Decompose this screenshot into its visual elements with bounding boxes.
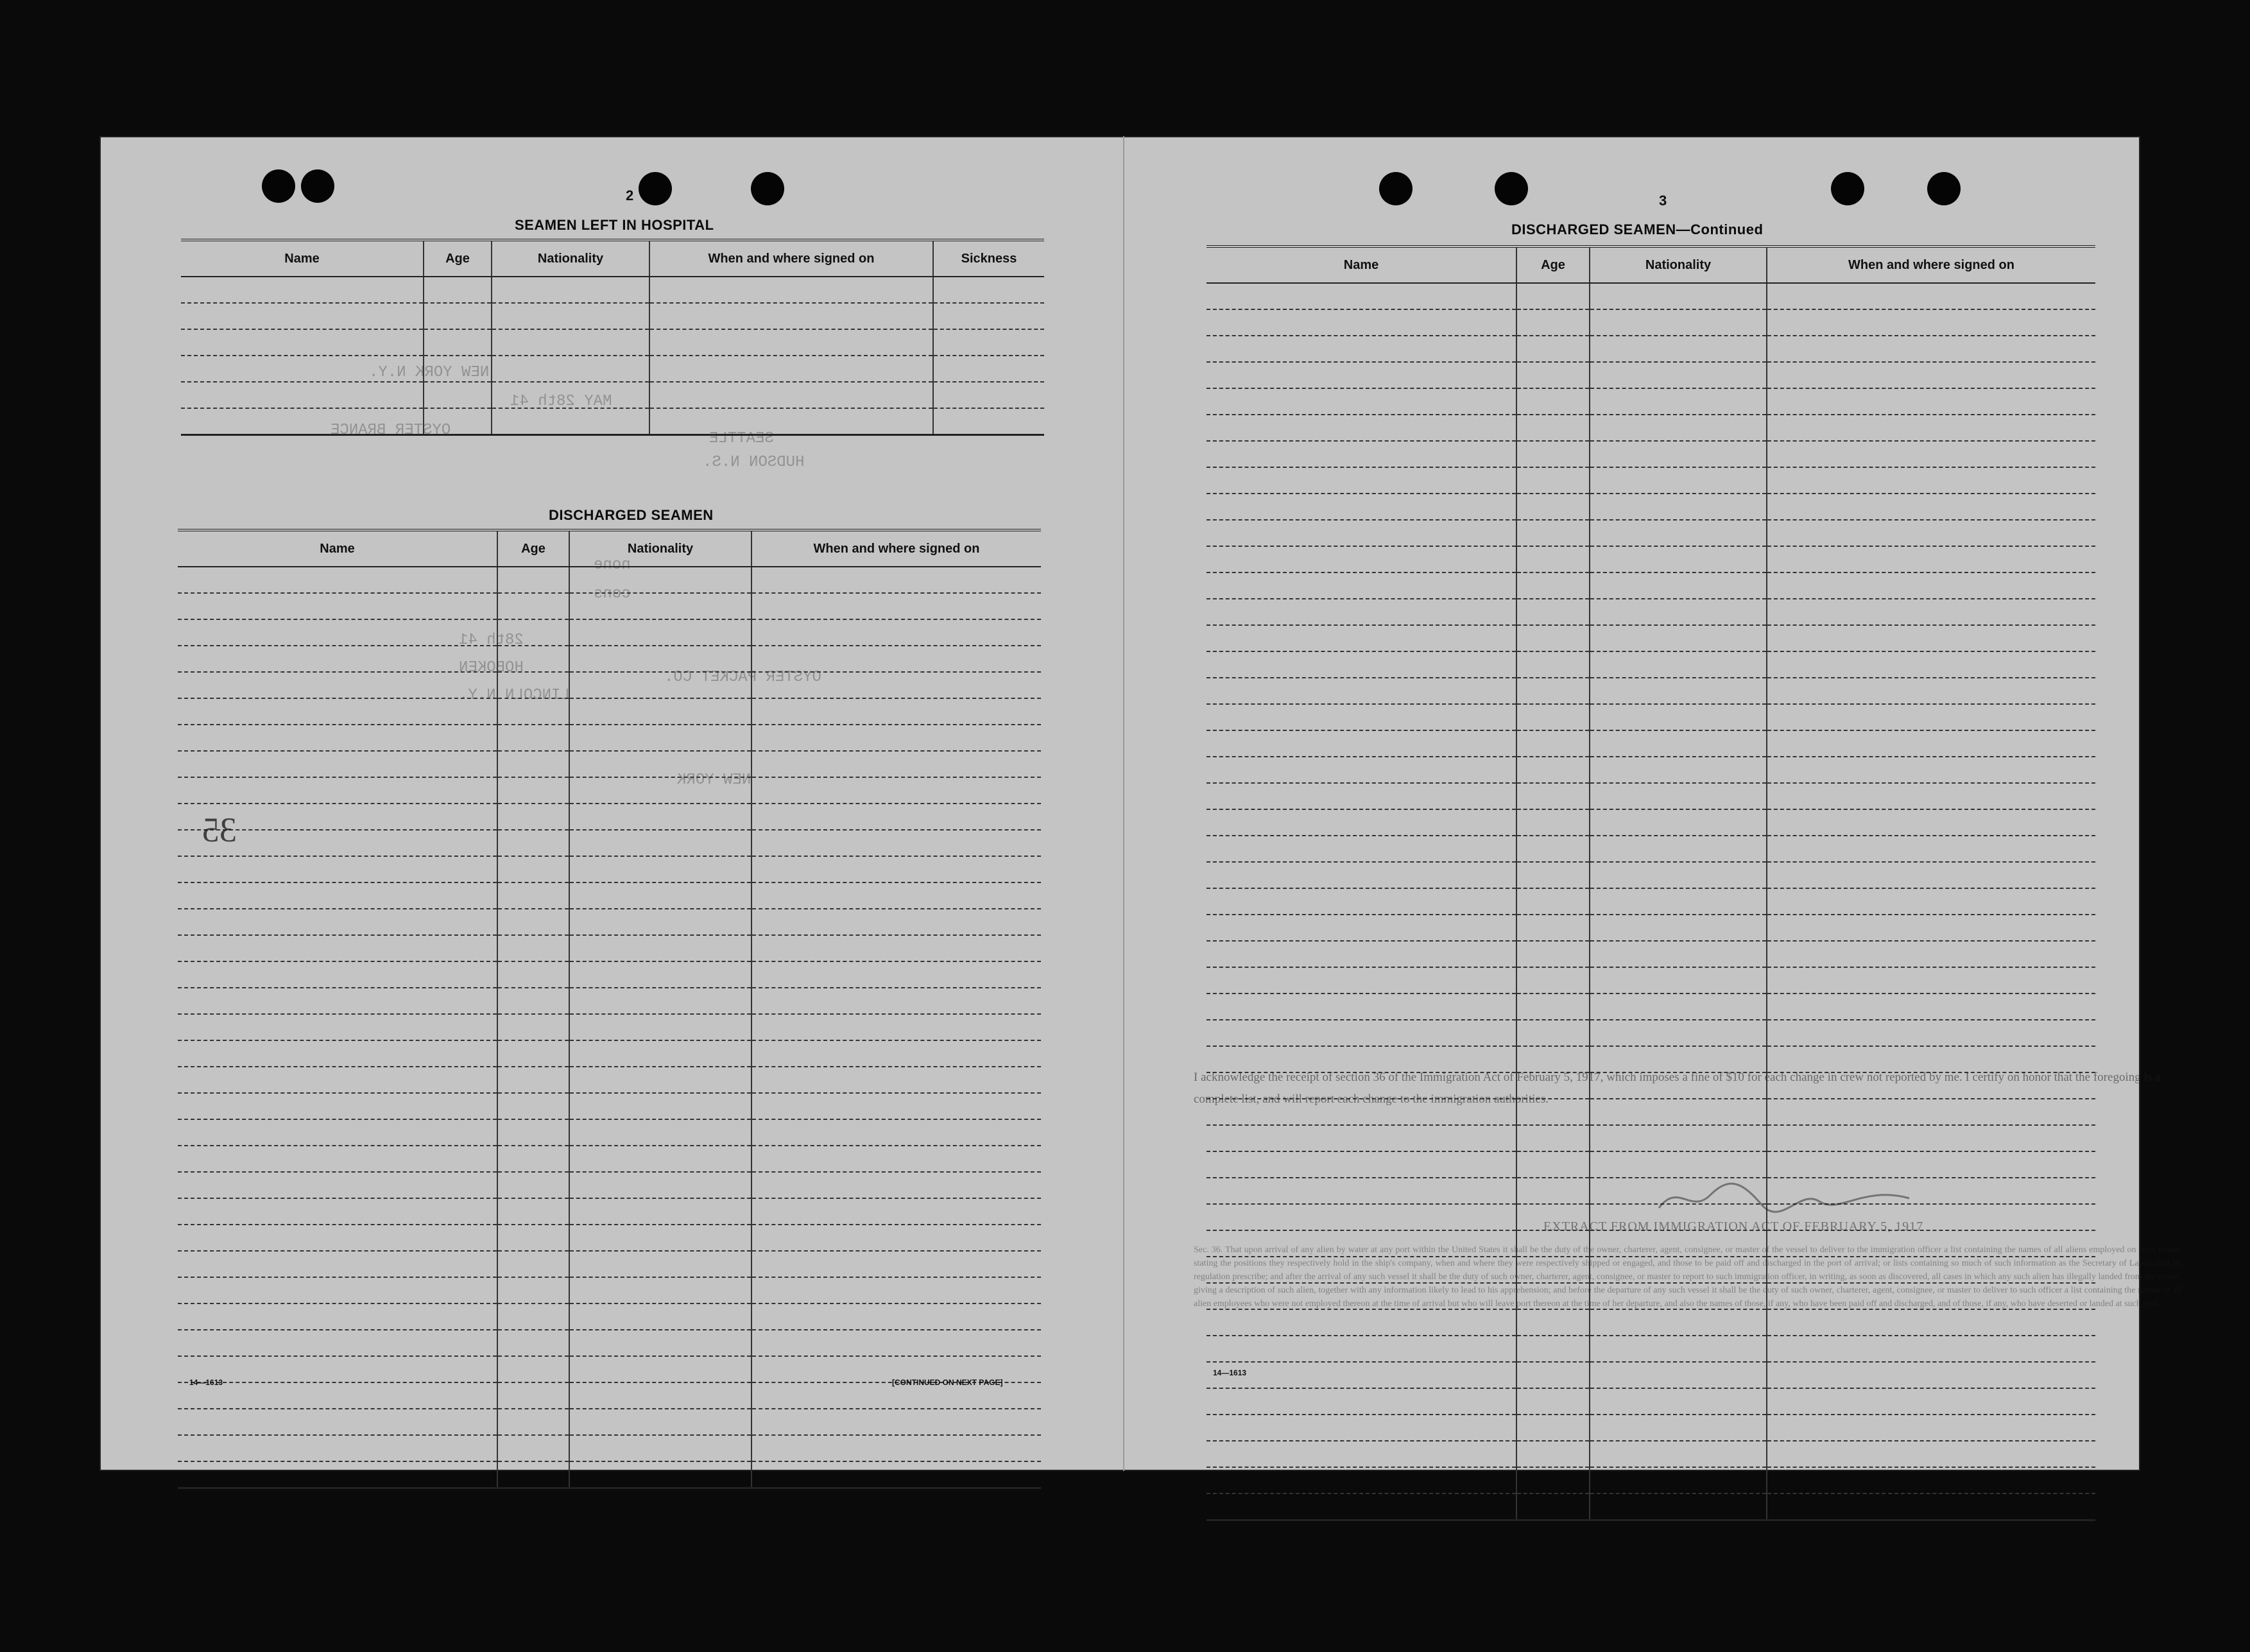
col-name: Name: [1207, 246, 1516, 283]
table-row: [1207, 520, 2095, 546]
section-title-discharged-continued: DISCHARGED SEAMEN—Continued: [1511, 221, 1764, 237]
table-row: [178, 1409, 1041, 1435]
table-row: [1207, 757, 2095, 783]
col-nationality: Nationality: [1590, 246, 1767, 283]
table-row: [178, 1304, 1041, 1330]
table-row: [1207, 915, 2095, 941]
bleed-through-text: none: [594, 556, 631, 574]
table-row: [178, 1040, 1041, 1067]
col-signed-on: When and where signed on: [649, 240, 933, 277]
table-row: [1207, 283, 2095, 309]
table-row: [178, 593, 1041, 619]
table-row: [1207, 1493, 2095, 1520]
table-row: [178, 567, 1041, 593]
table-row: [1207, 546, 2095, 572]
signature-mark: [1653, 1176, 1922, 1221]
hospital-table: [181, 239, 1044, 436]
table-row: [181, 277, 1044, 303]
col-nationality: Nationality: [492, 240, 649, 277]
table-row: [1207, 1125, 2095, 1151]
table-row: [1207, 704, 2095, 730]
discharged-continued-table: [1207, 245, 2095, 1521]
page-fold: [1123, 136, 1124, 1471]
table-row: [1207, 862, 2095, 888]
bleed-through-text: OYSTER BRANCE: [331, 422, 451, 439]
table-row: [1207, 1467, 2095, 1493]
table-row: [181, 329, 1044, 356]
col-signed-on: When and where signed on: [1767, 246, 2095, 283]
form-number-left: 14—1613: [189, 1378, 223, 1387]
table-row: [1207, 1178, 2095, 1204]
table-row: [1207, 441, 2095, 467]
table-row: [178, 1119, 1041, 1146]
table-row: [178, 1225, 1041, 1251]
table-row: [178, 1014, 1041, 1040]
page-number-right: 3: [1659, 193, 1667, 209]
document-sheet: [99, 136, 2182, 1471]
table-row: [178, 1172, 1041, 1198]
punch-hole: [751, 172, 784, 205]
punch-hole: [301, 169, 334, 203]
table-row: [1207, 467, 2095, 494]
table-row: [181, 303, 1044, 329]
table-row: [1207, 809, 2095, 836]
table-row: [1207, 388, 2095, 415]
bleed-through-text: cons: [594, 585, 631, 603]
bleed-through-text: NEW YORK N.Y.: [369, 364, 490, 381]
table-row: [1207, 967, 2095, 994]
table-row: [1207, 1309, 2095, 1336]
handwritten-mark: 35: [202, 811, 237, 849]
table-row: [1207, 1151, 2095, 1178]
bleed-through-text: 28th 41: [459, 632, 524, 649]
bleed-through-text: HOBOKEN: [459, 659, 524, 676]
table-row: [178, 672, 1041, 698]
table-row: [1207, 888, 2095, 915]
punch-hole: [1831, 172, 1864, 205]
table-row: [178, 777, 1041, 804]
section-title-hospital: SEAMEN LEFT IN HOSPITAL: [515, 217, 714, 233]
punch-hole: [1379, 172, 1413, 205]
bleed-through-text: MAY 28th 41: [510, 393, 612, 410]
punch-hole: [1927, 172, 1961, 205]
table-row: [1207, 678, 2095, 704]
table-row: [1207, 309, 2095, 336]
table-row: [178, 909, 1041, 935]
punch-hole: [262, 169, 295, 203]
table-row: [1207, 994, 2095, 1020]
table-row: [1207, 1362, 2095, 1388]
table-row: [1207, 651, 2095, 678]
bleed-through-extract-title: EXTRACT FROM IMMIGRATION ACT OF FEBRUARY 5, 1917: [1543, 1219, 1924, 1234]
col-name: Name: [178, 530, 497, 567]
table-row: [1207, 941, 2095, 967]
punch-hole: [1495, 172, 1528, 205]
col-nationality: Nationality: [569, 530, 751, 567]
signature: [1653, 1176, 1922, 1221]
bleed-through-notice: I acknowledge the receipt of section 36 of the Immigration Act of February 5, 1917, which imposes a fine of $10 for each change in crew not reported by me. I certify on honor that the foregoing is a complete list, and will report each change to the immigration authorities.: [1194, 1071, 2161, 1106]
table-row: [178, 1093, 1041, 1119]
col-age: Age: [424, 240, 492, 277]
table-row: [1207, 625, 2095, 651]
table-row: [178, 988, 1041, 1014]
table-row: [1207, 836, 2095, 862]
bleed-through-text: OYSTER PACKET CO.: [664, 669, 821, 686]
table-row: [178, 935, 1041, 961]
table-row: [178, 1251, 1041, 1277]
table-row: [178, 830, 1041, 856]
col-age: Age: [497, 530, 569, 567]
table-row: [1207, 362, 2095, 388]
continued-notice: [CONTINUED ON NEXT PAGE]: [892, 1378, 1003, 1387]
table-row: [178, 1198, 1041, 1225]
table-row: [178, 1330, 1041, 1356]
table-row: [1207, 599, 2095, 625]
form-number-right: 14—1613: [1213, 1368, 1247, 1377]
table-row: [178, 751, 1041, 777]
table-row: [1207, 1441, 2095, 1467]
table-row: [1207, 494, 2095, 520]
col-name: Name: [181, 240, 424, 277]
table-row: [1207, 572, 2095, 599]
table-row: [1207, 730, 2095, 757]
table-row: [1207, 1336, 2095, 1362]
table-row: [181, 408, 1044, 435]
col-age: Age: [1516, 246, 1590, 283]
table-row: [178, 1461, 1041, 1488]
table-row: [181, 382, 1044, 408]
table-row: [178, 646, 1041, 672]
table-row: [178, 698, 1041, 725]
table-row: [1207, 783, 2095, 809]
table-row: [181, 356, 1044, 382]
section-title-discharged: DISCHARGED SEAMEN: [549, 507, 714, 523]
table-row: [178, 961, 1041, 988]
discharged-table: [178, 529, 1041, 1489]
table-row: [178, 1146, 1041, 1172]
bleed-through-text: HUDSON N.S.: [703, 454, 805, 471]
table-row: [178, 1277, 1041, 1304]
page-number-left: 2: [626, 187, 634, 203]
bleed-through-text: SEATTLE: [709, 430, 774, 447]
col-signed-on: When and where signed on: [751, 530, 1041, 567]
table-row: [1207, 336, 2095, 362]
table-row: [178, 1067, 1041, 1093]
table-row: [1207, 1020, 2095, 1046]
table-row: [1207, 1415, 2095, 1441]
table-row: [178, 1435, 1041, 1461]
bleed-through-text: LINCOLN N.Y.: [459, 687, 570, 704]
table-row: [1207, 1388, 2095, 1415]
table-row: [178, 882, 1041, 909]
bleed-through-text: NEW YORK: [677, 771, 751, 789]
table-row: [178, 804, 1041, 830]
col-sickness: Sickness: [933, 240, 1044, 277]
table-row: [178, 725, 1041, 751]
bleed-through-extract-body: Sec. 36. That upon arrival of any alien by water at any port within the United States it shall be the duty of the owner, charterer, agent, consignee, or master of the vessel to deliver to the immigration officer a list containing the names of all aliens employed on such vessel, stating the positions they respectively hold in the ship's company, when and where they were respectively shipped or engaged, and those to be paid off and discharged in the port of arrival; or lists containing so much of such information as the Secretary of Labor shall by regulation prescribe; and after the arrival of any such vessel it shall be the duty of such owner, charterer, agent, consignee, or master to report to such immigration officer, in writing, as soon as discovered, all cases in which any such alien has illegally landed from the vessel, giving a description of such alien, together with any information likely to lead to his apprehension; and before the departure of any such vessel it shall be the duty of such owner, charterer, agent, consignee, or master to deliver to such officer a list containing the names of all alien employees who were not employed thereon at the time of arrival but who will leave port thereon at the time of her departure, and also the names of those, if any, who have been paid off and discharged, and of those, if any, who have deserted or landed at such port.: [1194, 1245, 2182, 1309]
punch-hole: [639, 172, 672, 205]
table-row: [178, 619, 1041, 646]
table-row: [178, 856, 1041, 882]
table-row: [1207, 415, 2095, 441]
